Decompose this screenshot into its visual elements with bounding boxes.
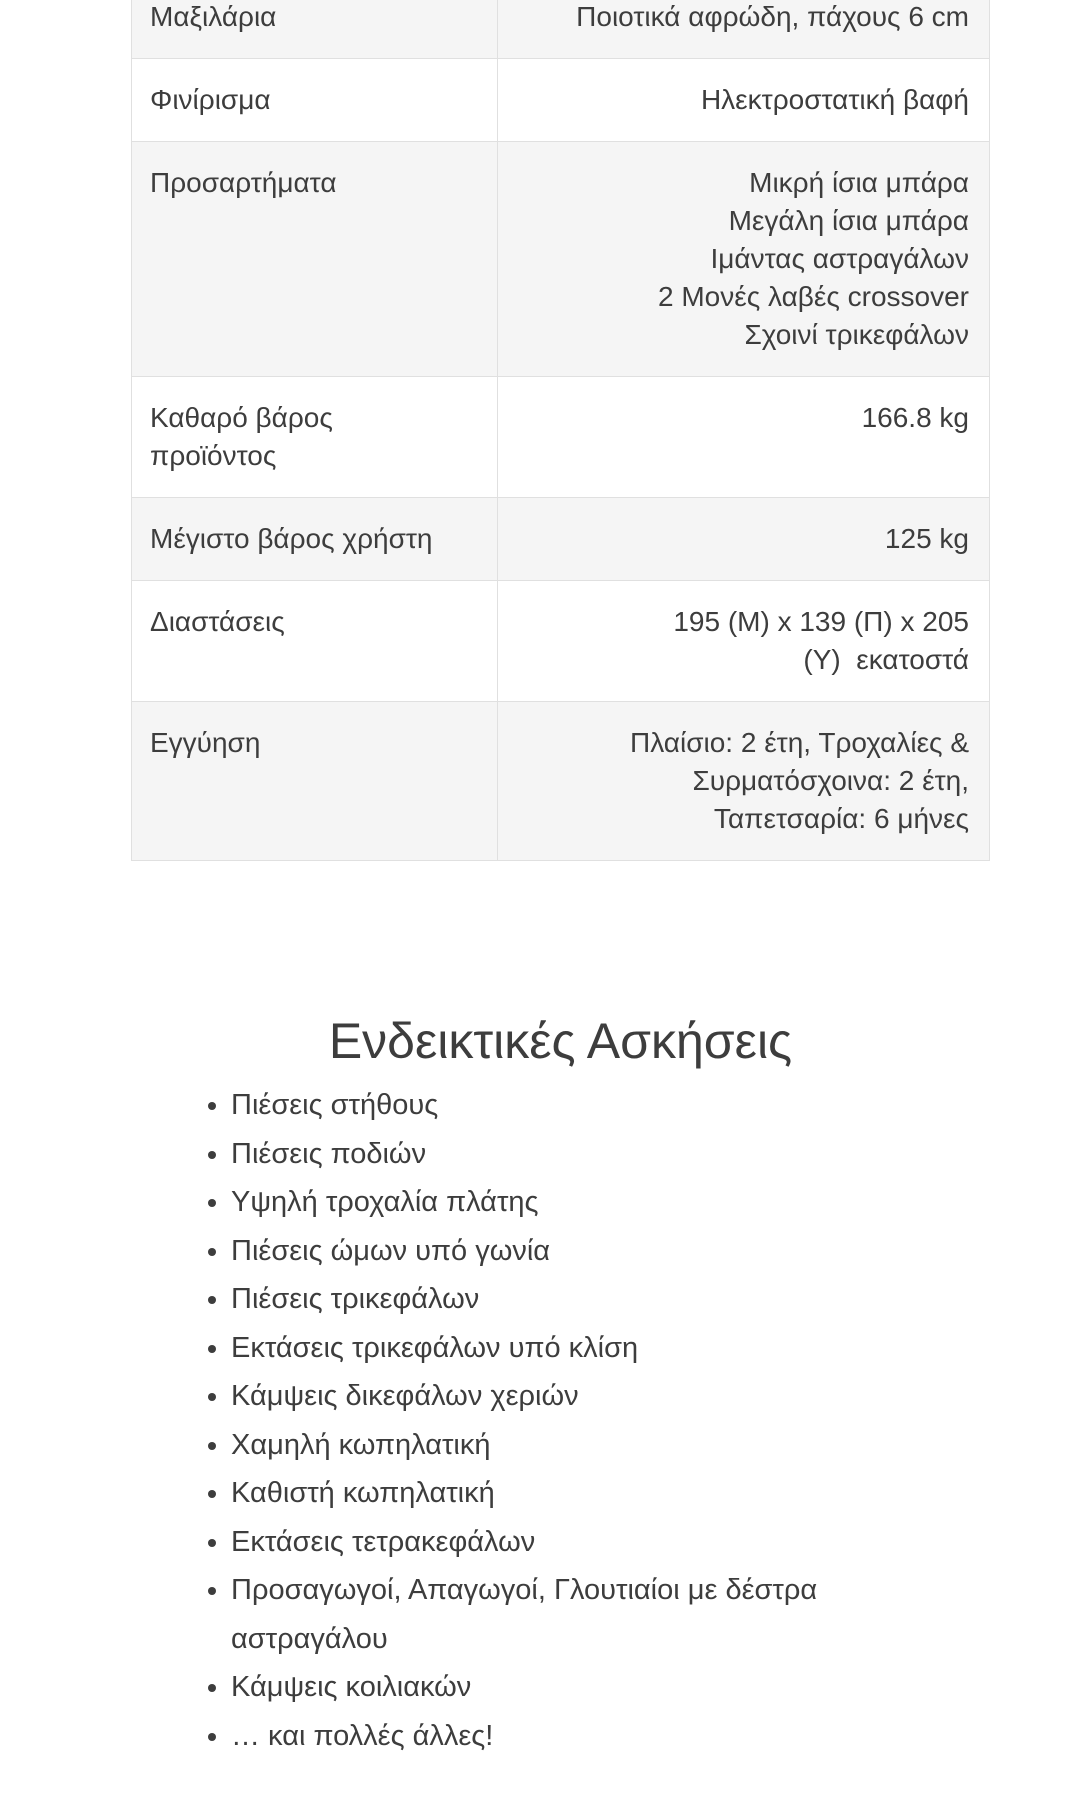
spec-label-line: Καθαρό βάρος <box>150 402 333 433</box>
spec-value-line: Ποιοτικά αφρώδη, πάχους 6 cm <box>576 1 969 32</box>
spec-row <box>132 58 989 141</box>
spec-label-line: Μέγιστο βάρος χρήστη <box>150 523 433 554</box>
exercise-item: • Εκτάσεις τρικεφάλων υπό κλίση <box>231 1324 911 1373</box>
spec-row <box>132 497 989 580</box>
spec-table-clip <box>131 0 990 861</box>
spec-label <box>132 59 498 141</box>
spec-value <box>498 498 989 580</box>
spec-value-line: Μεγάλη ίσια μπάρα <box>728 205 969 236</box>
spec-label-line: Μαξιλάρια <box>150 1 277 32</box>
spec-value-line: Σχοινί τρικεφάλων <box>744 319 969 350</box>
exercise-item: • … και πολλές άλλες! <box>231 1712 911 1761</box>
spec-value-line: 195 (Μ) x 139 (Π) x 205 <box>673 606 969 637</box>
spec-label <box>132 377 498 497</box>
spec-label <box>132 498 498 580</box>
spec-label-line: Διαστάσεις <box>150 606 285 637</box>
spec-label <box>132 142 498 376</box>
exercise-item: • Πιέσεις στήθους <box>231 1081 911 1130</box>
exercises-title: Ενδεικτικές Ασκήσεις <box>328 1013 793 1069</box>
spec-row <box>132 701 989 860</box>
spec-label <box>132 702 498 860</box>
exercise-item: • Πιέσεις ώμων υπό γωνία <box>231 1227 911 1276</box>
spec-value <box>498 581 989 701</box>
spec-value-line: Πλαίσιο: 2 έτη, Τροχαλίες & <box>630 727 969 758</box>
spec-label-line: προϊόντος <box>150 440 277 471</box>
spec-row <box>132 376 989 497</box>
spec-value-line: Μικρή ίσια μπάρα <box>749 167 969 198</box>
spec-table <box>131 0 990 861</box>
exercise-item: • Εκτάσεις τετρακεφάλων <box>231 1518 911 1567</box>
spec-value-line: Ιμάντας αστραγάλων <box>710 243 969 274</box>
spec-value <box>498 142 989 376</box>
exercise-item: • Υψηλή τροχαλία πλάτης <box>231 1178 911 1227</box>
spec-value-line: Συρματόσχοινα: 2 έτη, <box>692 765 969 796</box>
exercises-list <box>131 1081 911 1760</box>
spec-row <box>132 0 989 58</box>
spec-label <box>132 0 498 58</box>
spec-value-line: 2 Μονές λαβές crossover <box>658 281 969 312</box>
spec-label-line: Προσαρτήματα <box>150 167 337 198</box>
exercise-item: • Κάμψεις κοιλιακών <box>231 1663 911 1712</box>
exercise-item: • Χαμηλή κωπηλατική <box>231 1421 911 1470</box>
exercise-item: • Προσαγωγοί, Απαγωγοί, Γλουτιαίοι με δέστρα αστραγάλου <box>231 1566 911 1663</box>
spec-row <box>132 580 989 701</box>
spec-value-line: Ηλεκτροστατική βαφή <box>700 84 969 115</box>
spec-row <box>132 141 989 376</box>
spec-value-line: 125 kg <box>884 523 969 554</box>
spec-value <box>498 0 989 58</box>
page-content <box>131 0 990 1760</box>
spec-label-line: Εγγύηση <box>150 727 261 758</box>
spec-label-line: Φινίρισμα <box>150 84 271 115</box>
spec-value <box>498 702 989 860</box>
spec-value-line: 166.8 kg <box>861 402 969 433</box>
spec-value-line: (Υ) εκατοστά <box>803 644 969 675</box>
exercise-item: • Πιέσεις τρικεφάλων <box>231 1275 911 1324</box>
exercise-item: • Πιέσεις ποδιών <box>231 1130 911 1179</box>
spec-value-line: Ταπετσαρία: 6 μήνες <box>713 803 969 834</box>
spec-label <box>132 581 498 701</box>
exercise-item: • Καθιστή κωπηλατική <box>231 1469 911 1518</box>
exercise-item: • Κάμψεις δικεφάλων χεριών <box>231 1372 911 1421</box>
spec-value <box>498 377 989 497</box>
spec-value <box>498 59 989 141</box>
